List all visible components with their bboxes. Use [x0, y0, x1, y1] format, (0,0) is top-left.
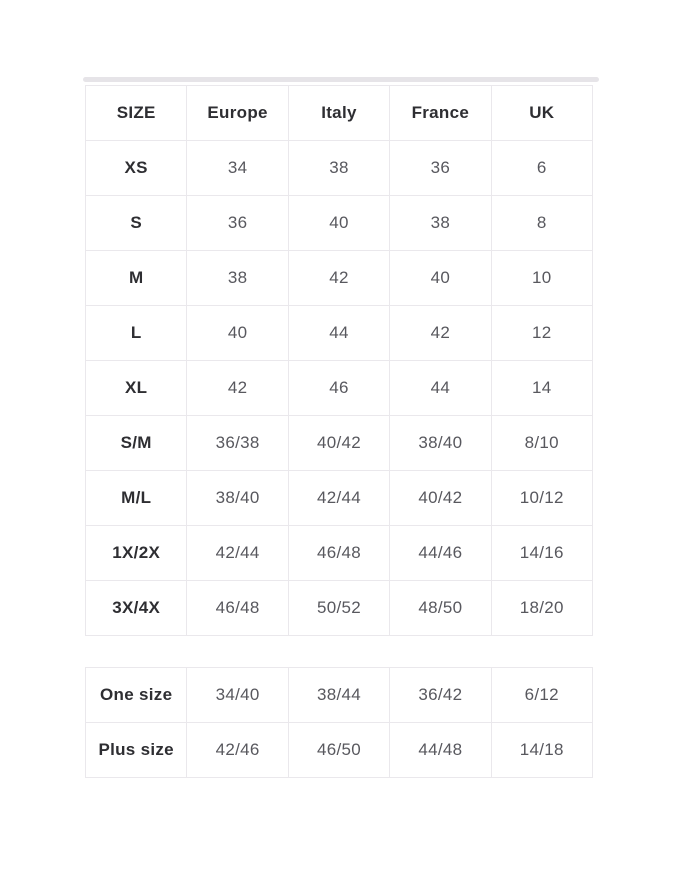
size-value-cell: 38/40	[390, 416, 491, 471]
size-label-cell: M/L	[86, 471, 187, 526]
size-value-cell: 38	[187, 251, 288, 306]
size-label-cell: M	[86, 251, 187, 306]
table-row	[86, 416, 593, 471]
table-row	[86, 723, 593, 778]
size-label-cell: 3X/4X	[86, 581, 187, 636]
size-value-cell: 42	[390, 306, 491, 361]
size-value-cell: 48/50	[390, 581, 491, 636]
size-value-cell: 34	[187, 141, 288, 196]
size-label-cell: S/M	[86, 416, 187, 471]
horizontal-scrollbar[interactable]	[83, 77, 599, 82]
column-header-size: SIZE	[86, 86, 187, 141]
table-row	[86, 196, 593, 251]
size-value-cell: 8/10	[491, 416, 592, 471]
size-value-cell: 36/42	[390, 668, 491, 723]
size-conversion-table	[85, 85, 593, 636]
size-value-cell: 42	[187, 361, 288, 416]
size-value-cell: 36/38	[187, 416, 288, 471]
table-row	[86, 306, 593, 361]
size-value-cell: 42/46	[187, 723, 288, 778]
size-value-cell: 40	[390, 251, 491, 306]
table-row	[86, 668, 593, 723]
size-value-cell: 10	[491, 251, 592, 306]
size-value-cell: 36	[187, 196, 288, 251]
size-value-cell: 34/40	[187, 668, 288, 723]
size-label-cell: XL	[86, 361, 187, 416]
size-value-cell: 42/44	[288, 471, 389, 526]
size-value-cell: 38/44	[288, 668, 389, 723]
table-row	[86, 526, 593, 581]
size-value-cell: 14	[491, 361, 592, 416]
size-label-cell: XS	[86, 141, 187, 196]
table-row	[86, 581, 593, 636]
size-value-cell: 38	[288, 141, 389, 196]
size-value-cell: 44/46	[390, 526, 491, 581]
size-value-cell: 42/44	[187, 526, 288, 581]
size-value-cell: 40	[187, 306, 288, 361]
size-value-cell: 40/42	[288, 416, 389, 471]
size-value-cell: 8	[491, 196, 592, 251]
size-value-cell: 44	[390, 361, 491, 416]
size-value-cell: 40/42	[390, 471, 491, 526]
size-label-cell: S	[86, 196, 187, 251]
special-sizes-table	[85, 667, 593, 778]
column-header-italy: Italy	[288, 86, 389, 141]
table-row	[86, 141, 593, 196]
size-value-cell: 46/50	[288, 723, 389, 778]
table-row	[86, 471, 593, 526]
size-value-cell: 36	[390, 141, 491, 196]
size-label-cell: Plus size	[86, 723, 187, 778]
size-value-cell: 46	[288, 361, 389, 416]
size-value-cell: 14/16	[491, 526, 592, 581]
size-label-cell: One size	[86, 668, 187, 723]
size-value-cell: 50/52	[288, 581, 389, 636]
size-value-cell: 10/12	[491, 471, 592, 526]
table-row	[86, 251, 593, 306]
table-row	[86, 361, 593, 416]
size-value-cell: 42	[288, 251, 389, 306]
size-value-cell: 46/48	[187, 581, 288, 636]
table-header-row	[86, 86, 593, 141]
column-header-france: France	[390, 86, 491, 141]
size-value-cell: 38/40	[187, 471, 288, 526]
size-value-cell: 44	[288, 306, 389, 361]
size-value-cell: 18/20	[491, 581, 592, 636]
size-value-cell: 14/18	[491, 723, 592, 778]
size-value-cell: 12	[491, 306, 592, 361]
size-value-cell: 40	[288, 196, 389, 251]
size-value-cell: 44/48	[390, 723, 491, 778]
size-value-cell: 6	[491, 141, 592, 196]
size-value-cell: 6/12	[491, 668, 592, 723]
size-value-cell: 38	[390, 196, 491, 251]
column-header-uk: UK	[491, 86, 592, 141]
size-label-cell: 1X/2X	[86, 526, 187, 581]
size-value-cell: 46/48	[288, 526, 389, 581]
size-label-cell: L	[86, 306, 187, 361]
column-header-europe: Europe	[187, 86, 288, 141]
